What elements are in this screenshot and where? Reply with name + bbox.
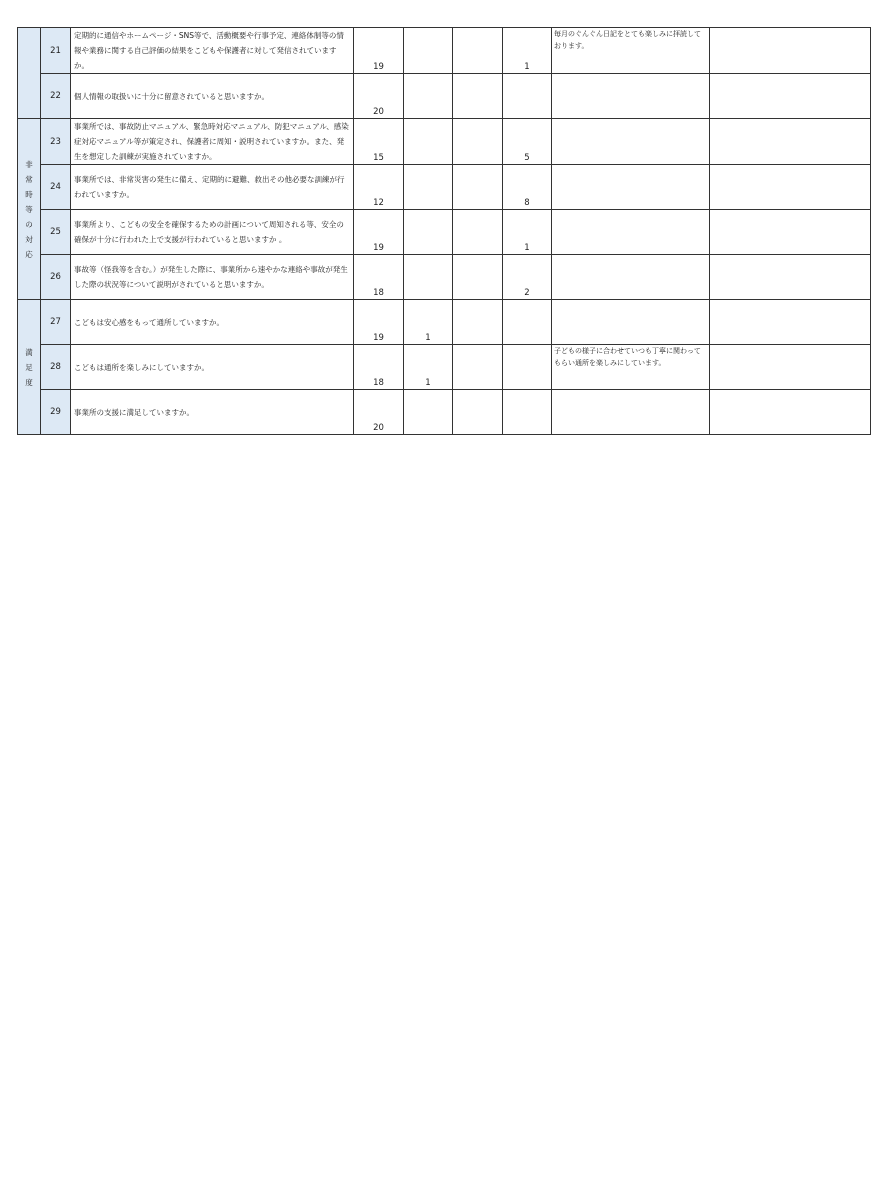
count-unknown: 1 [503, 28, 552, 74]
question-text: 事故等（怪我等を含む。）が発生した際に、事業所から速やかな連絡や事故が発生した際の状況等について説明がされていると思いますか。 [71, 255, 354, 300]
count-yes: 19 [354, 210, 404, 255]
table-row [18, 390, 871, 435]
row-number: 27 [41, 300, 71, 345]
facility-reply [710, 28, 871, 74]
category-satisfaction [18, 300, 41, 435]
count-maybe [404, 74, 453, 119]
question-text: 事業所より、こどもの安全を確保するための計画について周知される等、安全の確保が十分に行われた上で支援が行われていると思いますか 。 [71, 210, 354, 255]
count-yes: 12 [354, 165, 404, 210]
row-number: 21 [41, 28, 71, 74]
count-no [453, 210, 503, 255]
category-cell-continued [18, 28, 41, 119]
question-text: こどもは安心感をもって通所していますか。 [71, 300, 354, 345]
table-row [18, 74, 871, 119]
count-unknown: 1 [503, 210, 552, 255]
parent-comment [552, 300, 710, 345]
question-text: 事業所では、事故防止マニュアル、緊急時対応マニュアル、防犯マニュアル、感染症対応マニュアル等が策定され、保護者に周知・説明されていますか。また、発生を想定した訓練が実施されていますか。 [71, 119, 354, 165]
count-yes: 15 [354, 119, 404, 165]
parent-comment [552, 165, 710, 210]
table-row [18, 119, 871, 165]
facility-reply [710, 345, 871, 390]
facility-reply [710, 210, 871, 255]
count-maybe [404, 390, 453, 435]
count-no [453, 165, 503, 210]
count-unknown [503, 345, 552, 390]
count-maybe [404, 255, 453, 300]
count-maybe [404, 119, 453, 165]
facility-reply [710, 165, 871, 210]
survey-table [17, 27, 871, 435]
row-number: 26 [41, 255, 71, 300]
count-yes: 19 [354, 300, 404, 345]
parent-comment: 子どもの様子に合わせていつも丁寧に関わってもらい通所を楽しみにしています。 [552, 345, 710, 390]
question-text: 定期的に通信やホームページ・SNS等で、活動概要や行事予定、連絡体制等の情報や業務に関する自己評価の結果をこどもや保護者に対して発信されていますか。 [71, 28, 354, 74]
question-text: 事業所の支援に満足していますか。 [71, 390, 354, 435]
count-no [453, 345, 503, 390]
count-maybe [404, 28, 453, 74]
facility-reply [710, 300, 871, 345]
count-yes: 18 [354, 345, 404, 390]
table-row [18, 165, 871, 210]
parent-comment [552, 119, 710, 165]
table-row [18, 345, 871, 390]
count-yes: 20 [354, 390, 404, 435]
table-row [18, 300, 871, 345]
row-number: 25 [41, 210, 71, 255]
question-text: 事業所では、非常災害の発生に備え、定期的に避難、救出その他必要な訓練が行われていますか。 [71, 165, 354, 210]
count-maybe: 1 [404, 300, 453, 345]
row-number: 23 [41, 119, 71, 165]
count-unknown: 8 [503, 165, 552, 210]
count-unknown: 5 [503, 119, 552, 165]
row-number: 22 [41, 74, 71, 119]
count-no [453, 390, 503, 435]
category-label: 非常時等の対応 [25, 159, 33, 259]
count-yes: 18 [354, 255, 404, 300]
row-number: 29 [41, 390, 71, 435]
facility-reply [710, 255, 871, 300]
count-yes: 20 [354, 74, 404, 119]
question-text: こどもは通所を楽しみにしていますか。 [71, 345, 354, 390]
count-maybe [404, 165, 453, 210]
count-unknown [503, 300, 552, 345]
count-no [453, 255, 503, 300]
category-label: 満足度 [25, 347, 33, 387]
facility-reply [710, 74, 871, 119]
count-no [453, 300, 503, 345]
count-no [453, 74, 503, 119]
parent-comment [552, 390, 710, 435]
count-unknown [503, 390, 552, 435]
table-row [18, 28, 871, 74]
facility-reply [710, 119, 871, 165]
count-unknown [503, 74, 552, 119]
parent-comment [552, 255, 710, 300]
category-emergency [18, 119, 41, 300]
parent-comment: 毎月のぐんぐん日記をとても楽しみに拝読しております。 [552, 28, 710, 74]
question-text: 個人情報の取扱いに十分に留意されていると思いますか。 [71, 74, 354, 119]
parent-comment [552, 210, 710, 255]
row-number: 24 [41, 165, 71, 210]
count-maybe: 1 [404, 345, 453, 390]
count-yes: 19 [354, 28, 404, 74]
count-no [453, 119, 503, 165]
count-maybe [404, 210, 453, 255]
table-row [18, 210, 871, 255]
table-row [18, 255, 871, 300]
parent-comment [552, 74, 710, 119]
facility-reply [710, 390, 871, 435]
count-unknown: 2 [503, 255, 552, 300]
row-number: 28 [41, 345, 71, 390]
count-no [453, 28, 503, 74]
